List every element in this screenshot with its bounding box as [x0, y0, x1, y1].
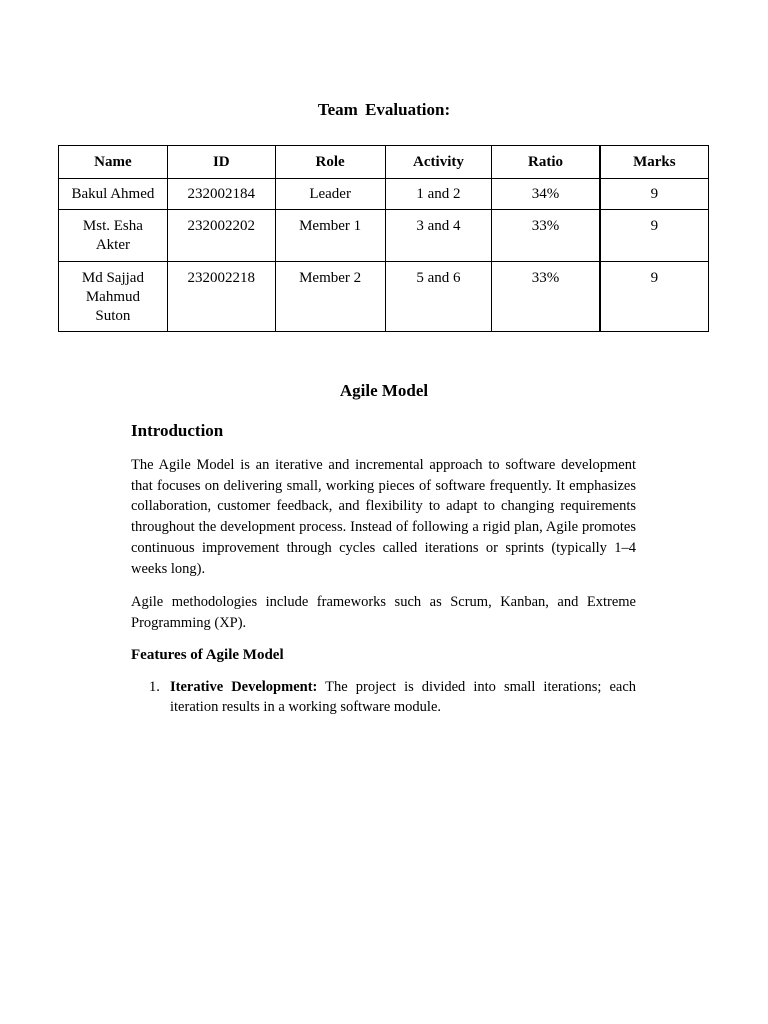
cell-marks: 9	[600, 210, 709, 262]
cell-id: 232002218	[167, 262, 275, 332]
header-marks: Marks	[600, 146, 709, 179]
table-row	[59, 179, 709, 210]
team-evaluation-table	[58, 145, 709, 332]
header-activity: Activity	[385, 146, 492, 179]
cell-role: Member 1	[275, 210, 385, 262]
frameworks-paragraph: Agile methodologies include frameworks such as Scrum, Kanban, and Extreme Programming (XP).	[131, 594, 636, 631]
cell-ratio: 33%	[492, 210, 600, 262]
cell-name: Md Sajjad Mahmud Suton	[59, 262, 168, 332]
cell-role: Leader	[275, 179, 385, 210]
header-name: Name	[59, 146, 168, 179]
cell-activity: 1 and 2	[385, 179, 492, 210]
cell-name: Bakul Ahmed	[59, 179, 168, 210]
features-heading: Features of Agile Model	[131, 646, 284, 663]
cell-marks: 9	[600, 179, 709, 210]
cell-ratio: 33%	[492, 262, 600, 332]
feature-term: Iterative Development:	[170, 678, 318, 695]
cell-id: 232002202	[167, 210, 275, 262]
cell-activity: 3 and 4	[385, 210, 492, 262]
cell-ratio: 34%	[492, 179, 600, 210]
table-header-row	[59, 146, 709, 179]
page-title: Team Evaluation:	[317, 100, 451, 119]
feature-text: The project is divided into small iterations; each iteration results in a working software module.	[170, 678, 637, 716]
header-ratio: Ratio	[492, 146, 600, 179]
cell-id: 232002184	[167, 179, 275, 210]
cell-activity: 5 and 6	[385, 262, 492, 332]
section-title: Agile Model	[339, 381, 429, 400]
cell-name: Mst. Esha Akter	[59, 210, 168, 262]
header-role: Role	[275, 146, 385, 179]
features-list	[131, 677, 636, 718]
cell-role: Member 2	[275, 262, 385, 332]
introduction-heading: Introduction	[131, 421, 224, 440]
intro-paragraph: The Agile Model is an iterative and incremental approach to software development that focuses on delivering small, working pieces of software frequently. It emphasizes collaboration, customer feedback, and flexibility to adapt to changing requirements throughout the development process. Instead of following a rigid plan, Agile promotes continuous improvement through cycles called iterations or sprints (typically 1–4 weeks long).	[131, 457, 636, 577]
section-content	[131, 421, 636, 718]
list-item	[131, 677, 636, 718]
table-row	[59, 262, 709, 332]
header-id: ID	[167, 146, 275, 179]
cell-marks: 9	[600, 262, 709, 332]
table-row	[59, 210, 709, 262]
list-number: 1.	[149, 678, 160, 695]
